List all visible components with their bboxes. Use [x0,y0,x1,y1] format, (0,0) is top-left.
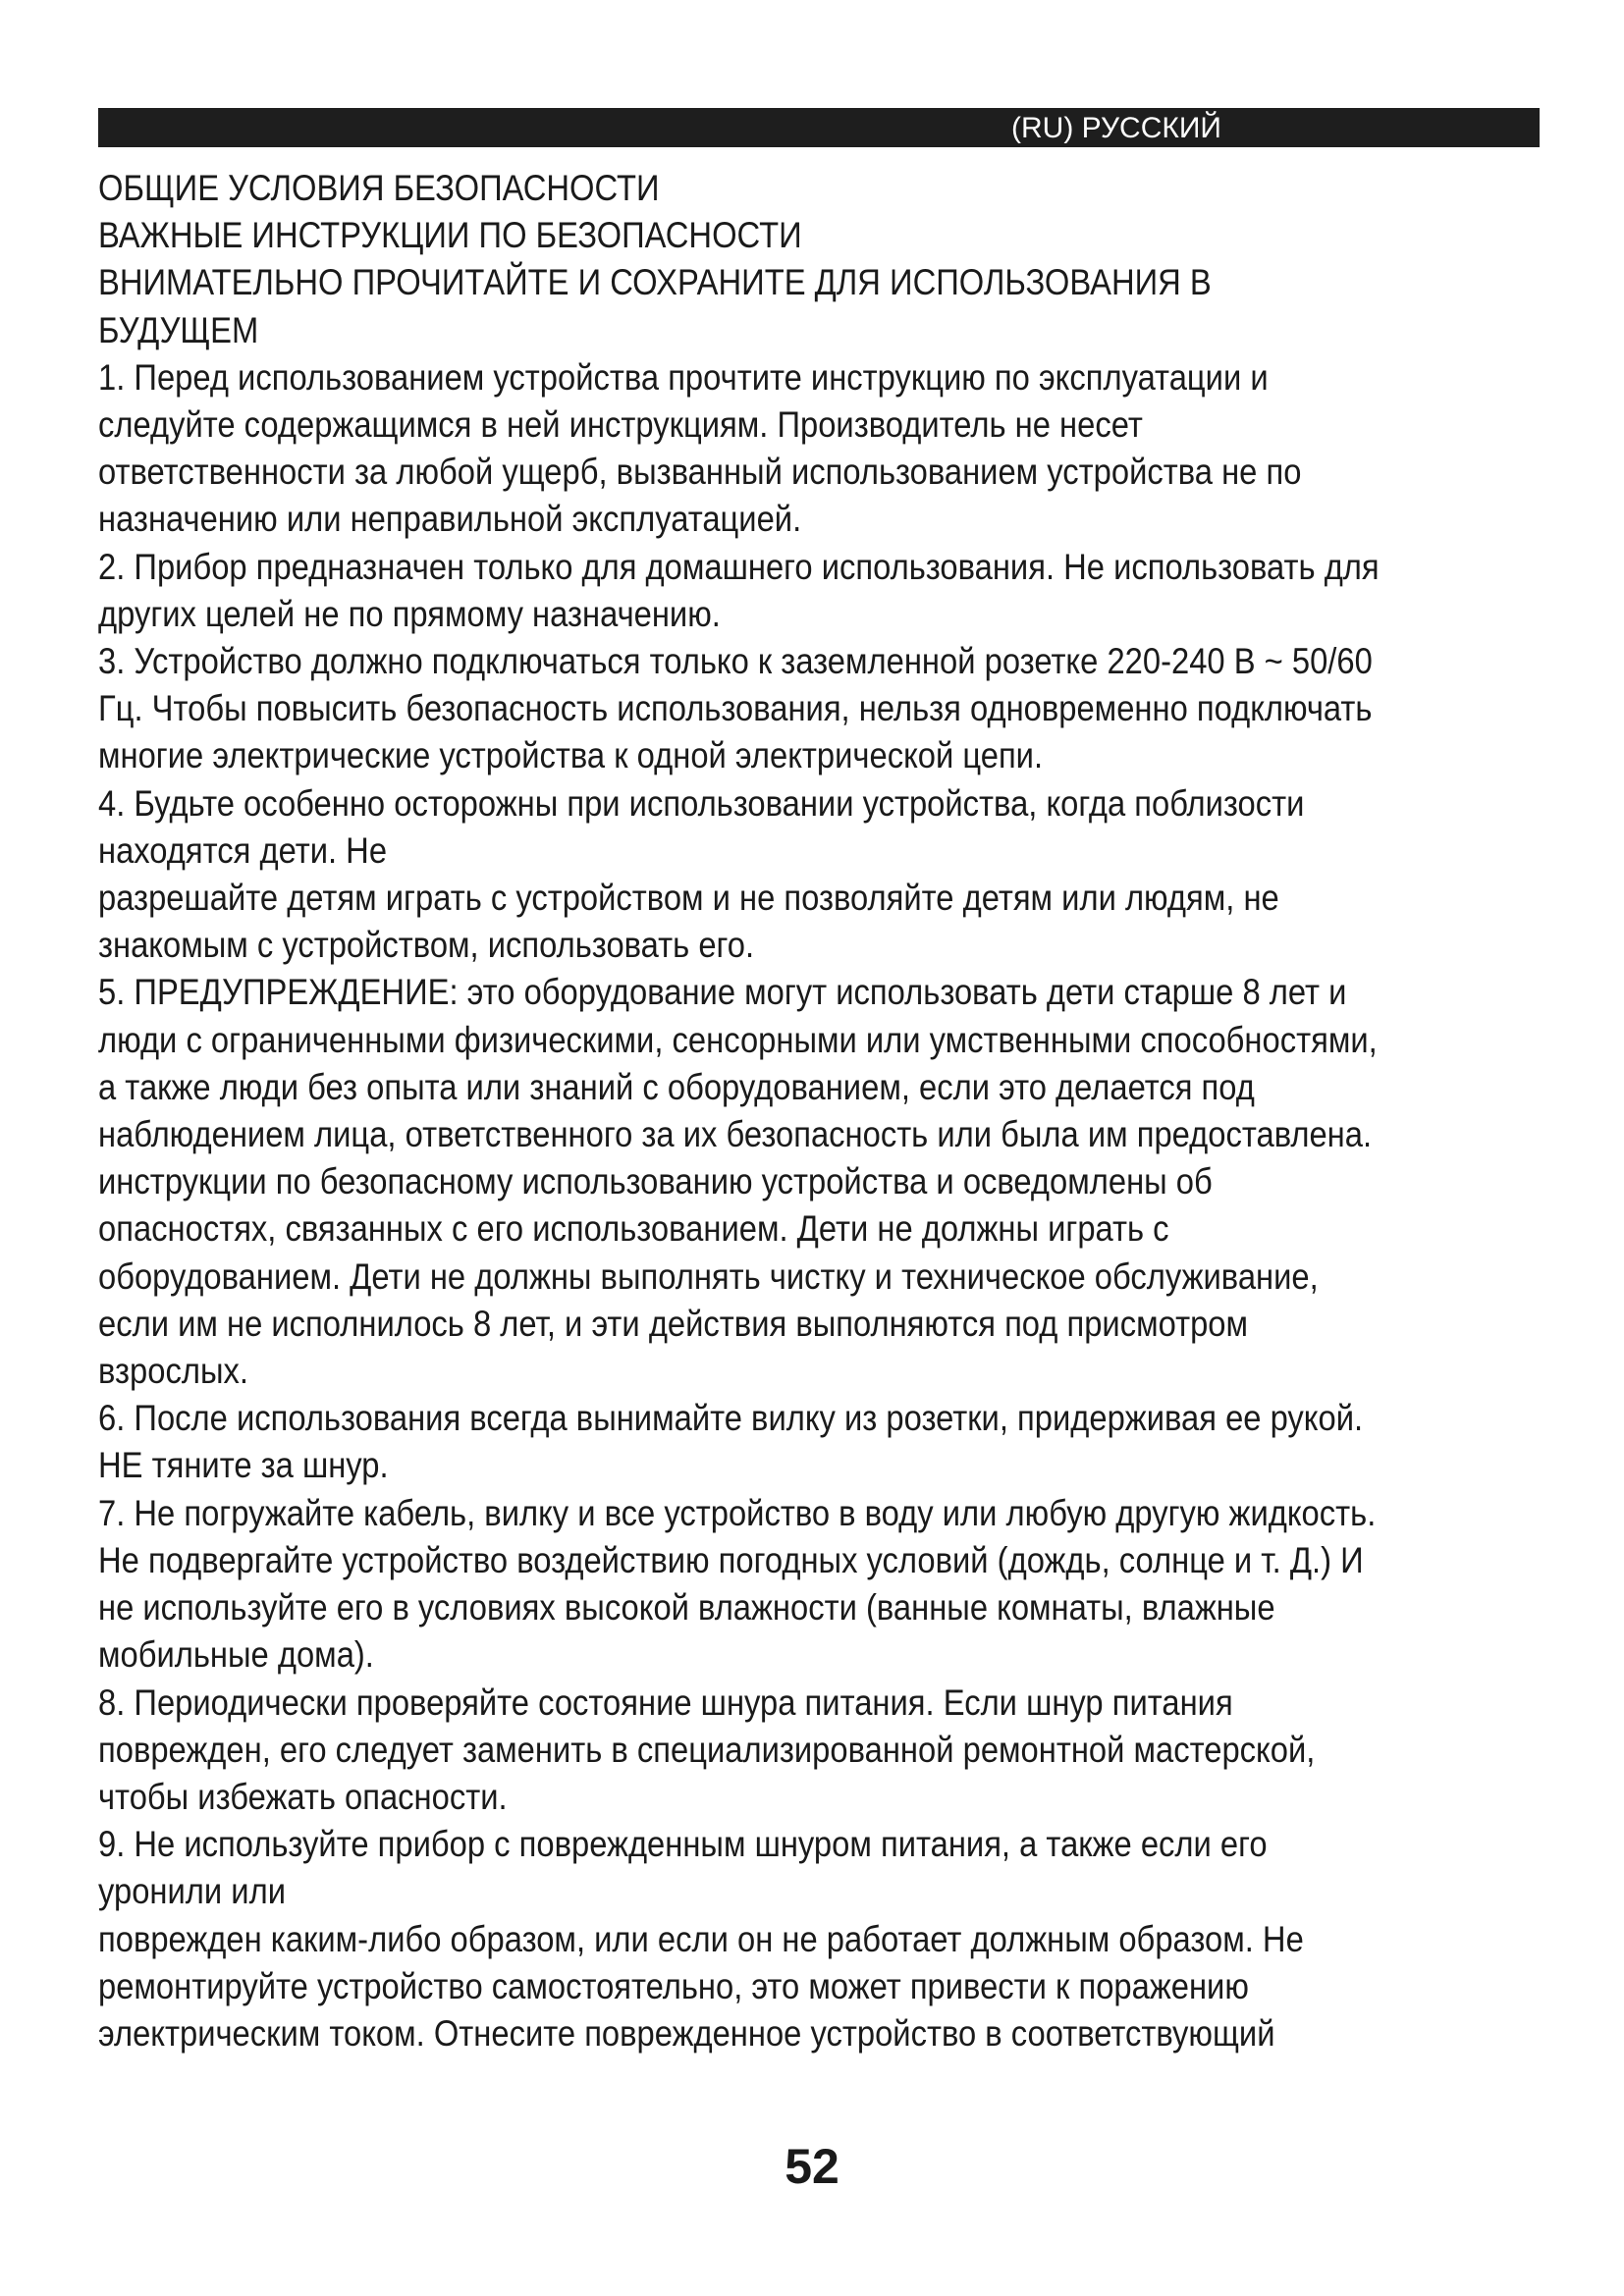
text-line: люди с ограниченными физическими, сенсорными или умственными способностями, [98,1019,1378,1060]
text-line: НЕ тяните за шнур. [98,1445,389,1486]
text-line: 6. После использования всегда вынимайте вилку из розетки, придерживая ее рукой. [98,1398,1364,1439]
text-line: уронили или [98,1871,286,1912]
heading-read-carefully-cont: БУДУЩЕМ [98,309,259,350]
text-line: а также люди без опыта или знаний с оборудованием, если это делается под [98,1066,1255,1107]
safety-instructions-text [98,165,1541,2057]
text-line: ответственности за любой ущерб, вызванный использованием устройства не по [98,452,1302,493]
text-line: находятся дети. Не [98,829,388,871]
text-line: других целей не по прямому назначению. [98,593,721,634]
text-line: не используйте его в условиях высокой влажности (ванные комнаты, влажные [98,1587,1275,1629]
text-line: чтобы избежать опасности. [98,1776,508,1817]
language-label: (RU) РУССКИЙ [1011,112,1221,144]
page-number: 52 [785,2139,839,2194]
text-line: 9. Не используйте прибор с поврежденным шнуром питания, а также если его [98,1824,1268,1865]
text-line: 3. Устройство должно подключаться только к заземленной розетке 220-240 В ~ 50/60 [98,641,1373,682]
text-line: наблюдением лица, ответственного за их безопасность или была им предоставлена. [98,1114,1373,1155]
text-line: 7. Не погружайте кабель, вилку и все устройство в воду или любую другую жидкость. [98,1492,1377,1533]
text-line: назначению или неправильной эксплуатацией. [98,499,802,540]
text-line: поврежден, его следует заменить в специализированной ремонтной мастерской, [98,1729,1316,1770]
heading-important-instructions: ВАЖНЫЕ ИНСТРУКЦИИ ПО БЕЗОПАСНОСТИ [98,215,802,256]
text-line: разрешайте детям играть с устройством и не позволяйте детям или людям, не [98,878,1279,919]
text-line: мобильные дома). [98,1634,374,1676]
text-line: оборудованием. Дети не должны выполнять чистку и техническое обслуживание, [98,1255,1319,1297]
text-line: многие электрические устройства к одной электрической цепи. [98,735,1044,776]
text-line: 2. Прибор предназначен только для домашнего использования. Не использовать для [98,546,1380,587]
text-line: опасностях, связанных с его использованием. Дети не должны играть с [98,1208,1169,1250]
text-line: 8. Периодически проверяйте состояние шнура питания. Если шнур питания [98,1682,1233,1723]
text-line: ремонтируйте устройство самостоятельно, это может привести к поражению [98,1965,1249,2006]
text-line: Не подвергайте устройство воздействию погодных условий (дождь, солнце и т. Д.) И [98,1539,1364,1580]
text-line: Гц. Чтобы повысить безопасность использования, нельзя одновременно подключать [98,688,1373,729]
text-line: следуйте содержащимся в ней инструкциям. Производитель не несет [98,404,1143,446]
text-line: если им не исполнилось 8 лет, и эти действия выполняются под присмотром [98,1303,1249,1344]
text-line: 5. ПРЕДУПРЕЖДЕНИЕ: это оборудование могут использовать дети старше 8 лет и [98,972,1347,1013]
text-line: знакомым с устройством, использовать его. [98,925,755,966]
text-line: 4. Будьте особенно осторожны при использовании устройства, когда поблизости [98,782,1305,824]
text-line: поврежден каким-либо образом, или если он не работает должным образом. Не [98,1918,1304,1959]
heading-general-safety: ОБЩИЕ УСЛОВИЯ БЕЗОПАСНОСТИ [98,168,660,208]
text-line: электрическим током. Отнесите поврежденное устройство в соответствующий [98,2012,1275,2054]
heading-read-carefully: ВНИМАТЕЛЬНО ПРОЧИТАЙТЕ И СОХРАНИТЕ ДЛЯ ИСПОЛЬЗОВАНИЯ В [98,262,1212,303]
language-header-bar [98,108,1540,147]
text-line: 1. Перед использованием устройства прочтите инструкцию по эксплуатации и [98,356,1269,398]
text-line: взрослых. [98,1351,248,1392]
text-line: инструкции по безопасному использованию устройства и осведомлены об [98,1161,1213,1202]
